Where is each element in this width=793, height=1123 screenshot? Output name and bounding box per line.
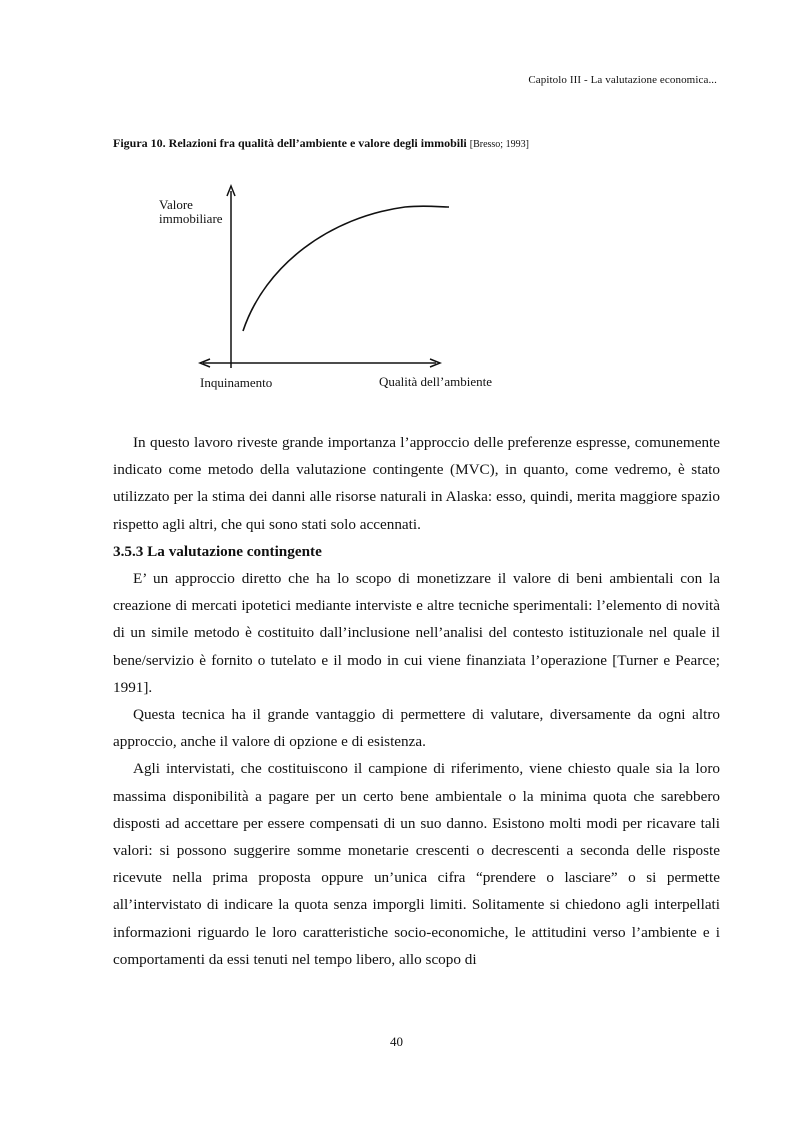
x-axis-label-left: Inquinamento <box>200 375 273 390</box>
page-number: 40 <box>390 1034 403 1049</box>
paragraph: E’ un approccio diretto che ha lo scopo di monetizzare il valore di beni ambientali con la creazione di mercati ipotetici mediante interviste e altre tecniche sperimentali: l’elemento di novità di un simile metodo è costituito dall’inclusione nell’analisi del contesto istituzionale nel quale il bene/servizio è fornito o tutelato e il modo in cui viene finanziata l’operazione [Turner e Pearce; 1991]. <box>113 570 720 696</box>
figure-caption-title: Figura 10. Relazioni fra qualità dell’ambiente e valore degli immobili <box>113 136 467 150</box>
section-heading: 3.5.3 La valutazione contingente <box>113 542 322 560</box>
paragraph: Questa tecnica ha il grande vantaggio di permettere di valutare, diversamente da ogni altro approccio, anche il valore di opzione e di esistenza. <box>113 706 720 751</box>
figure-diagram <box>0 0 793 420</box>
x-axis-label-right: Qualità dell’ambiente <box>379 374 492 389</box>
body-text <box>113 429 720 973</box>
paragraph: In questo lavoro riveste grande importanza l’approccio delle preferenze espresse, comunemente indicato come metodo della valutazione contingente (MVC), in quanto, come vedremo, è stato utilizzato per la stima dei danni alle risorse naturali in Alaska: esso, quindi, merita maggiore spazio rispetto agli altri, che qui sono stati solo accennati. <box>113 434 720 533</box>
paragraph: Agli intervistati, che costituiscono il campione di riferimento, viene chiesto quale sia la loro massima disponibilità a pagare per un certo bene ambientale o la minima quota che sarebbero disposti ad accettare per essere compensati di un suo danno. Esistono molti modi per ricavare tali valori: si possono suggerire somme monetarie crescenti o decrescenti a seconda delle risposte ricevute nella prima proposta oppure un’unica cifra “prendere o lasciare” o si permette all’intervistato di indicare la quota senza imporgli limiti. Solitamente si chiedono agli interpellati informazioni riguardo le loro caratteristiche socio-economiche, le attitudini verso l’ambiente e i comportamenti da essi tenuti nel tempo libero, allo scopo di <box>113 760 720 968</box>
running-header: Capitolo III - La valutazione economica... <box>528 74 717 86</box>
y-axis-label-line1: Valore <box>159 197 193 212</box>
value-curve <box>243 206 449 331</box>
figure-caption-source: [Bresso; 1993] <box>469 139 529 150</box>
y-axis-label-line2: immobiliare <box>159 211 223 226</box>
